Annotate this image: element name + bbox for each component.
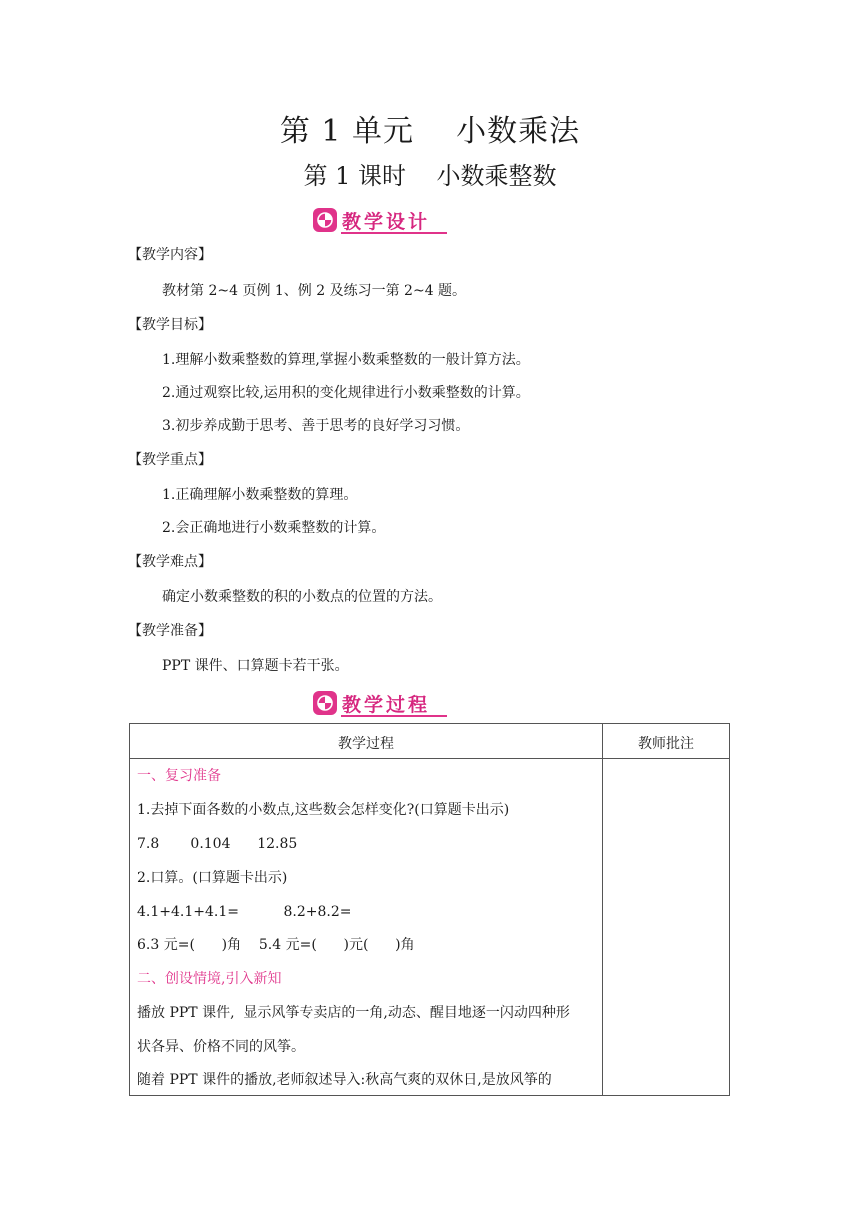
teaching-design-banner (313, 206, 430, 234)
table-line: 4.1+4.1+4.1= 8.2+8.2= (137, 904, 352, 920)
section-text: 1.正确理解小数乘整数的算理。 (162, 487, 358, 503)
section-text: 1.理解小数乘整数的算理,掌握小数乘整数的一般计算方法。 (162, 352, 530, 368)
table-line-section: 一、复习准备 (137, 768, 221, 784)
table-line: 1.去掉下面各数的小数点,这些数会怎样变化?(口算题卡出示) (137, 802, 510, 818)
section-text: 2.会正确地进行小数乘整数的计算。 (162, 520, 386, 536)
unit-title: 第 1 单元 小数乘法 (279, 114, 581, 149)
table-header-notes: 教师批注 (638, 736, 694, 752)
pinwheel-logo-icon (313, 691, 337, 715)
banner-label: 教学过程 (342, 693, 431, 716)
section-heading: 【教学目标】 (128, 317, 212, 333)
table-header-process: 教学过程 (338, 736, 394, 752)
table-line: 状各异、价格不同的风筝。 (137, 1039, 305, 1055)
table-line: 7.8 0.104 12.85 (137, 836, 298, 852)
table-column-divider (602, 724, 603, 1095)
table-line: 6.3 元=( )角 5.4 元=( )元( )角 (137, 937, 415, 953)
table-line: 随着 PPT 课件的播放,老师叙述导入:秋高气爽的双休日,是放风筝的 (137, 1072, 552, 1088)
banner-label: 教学设计 (342, 210, 431, 233)
section-heading: 【教学准备】 (128, 623, 212, 639)
banner-underline (341, 232, 447, 234)
table-line: 2.口算。(口算题卡出示) (137, 870, 288, 886)
section-heading: 【教学内容】 (128, 247, 212, 263)
section-text: 教材第 2~4 页例 1、例 2 及练习一第 2~4 题。 (162, 283, 467, 299)
section-heading: 【教学难点】 (128, 554, 212, 570)
lesson-title: 第 1 课时 小数乘整数 (303, 162, 557, 190)
section-text: PPT 课件、口算题卡若干张。 (162, 658, 349, 674)
section-text: 2.通过观察比较,运用积的变化规律进行小数乘整数的计算。 (162, 385, 530, 401)
banner-underline (341, 715, 447, 717)
table-header-divider (130, 758, 729, 759)
section-text: 确定小数乘整数的积的小数点的位置的方法。 (162, 589, 442, 605)
table-line-section: 二、创设情境,引入新知 (137, 971, 282, 987)
section-text: 3.初步养成勤于思考、善于思考的良好学习习惯。 (162, 418, 470, 434)
process-table (129, 723, 730, 1096)
teaching-process-banner (313, 689, 430, 717)
pinwheel-logo-icon (313, 208, 337, 232)
section-heading: 【教学重点】 (128, 452, 212, 468)
table-line: 播放 PPT 课件, 显示风筝专卖店的一角,动态、醒目地逐一闪动四种形 (137, 1005, 570, 1021)
